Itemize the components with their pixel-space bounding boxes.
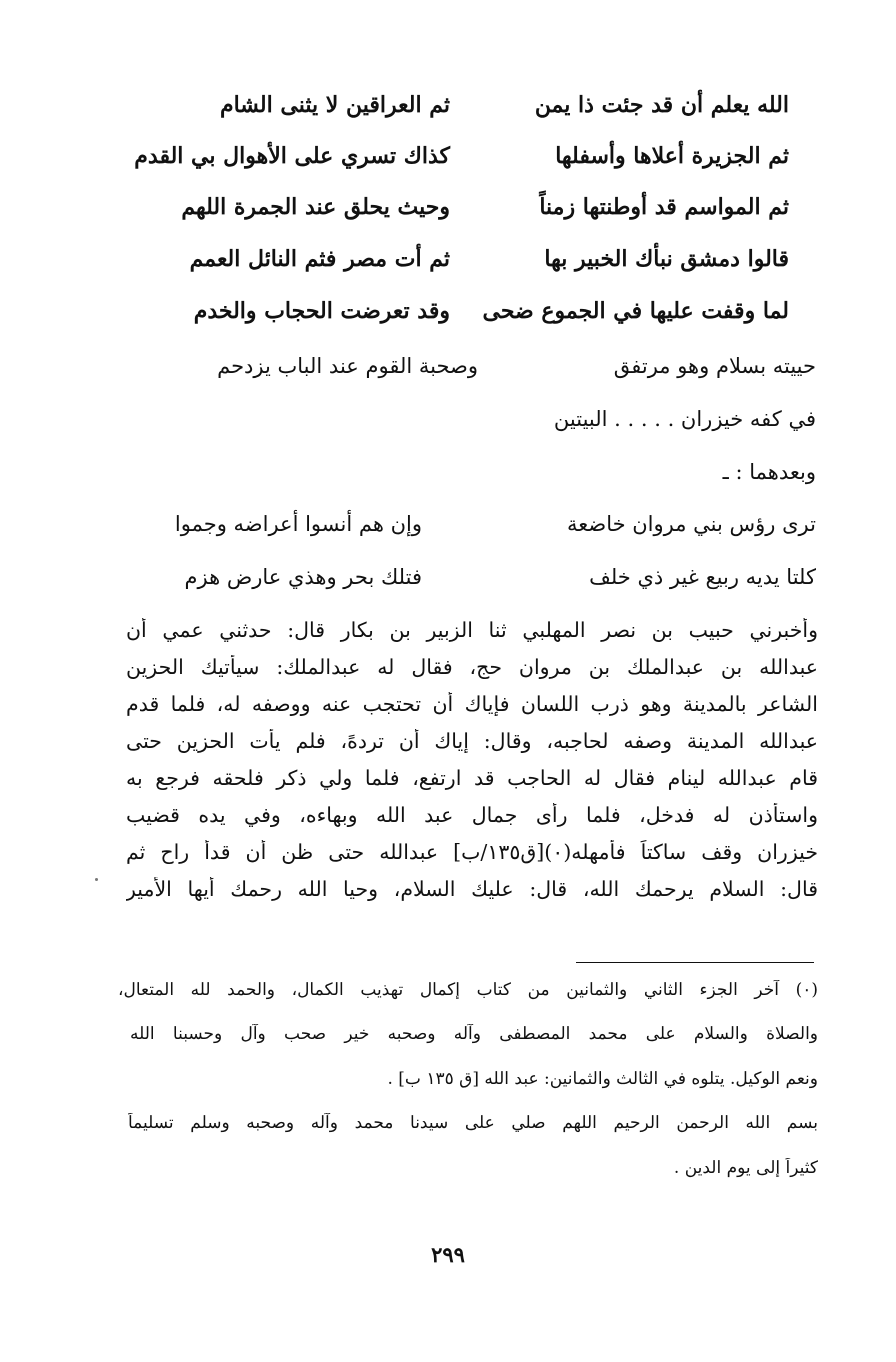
verse-first-hemistich: حييته بسلام وهو مرتفق [613,354,816,378]
verse-row [0,354,896,394]
scan-speck [95,878,98,881]
verse-first-hemistich: قالوا دمشق نبأك الخبير بها [544,246,789,272]
verse-first-hemistich: كلتا يديه ربيع غير ذي خلف [589,565,816,589]
verse-row [0,246,896,286]
verse-row [0,92,896,132]
text-line [0,460,896,500]
footnote-rule [576,962,814,963]
prose-line: قام عبدالله لينام فقال له الحاجب قد ارتفع، فلما ولي ذكر فلحقه فرجع به [126,766,818,790]
prose-line: وأخبرني حبيب بن نصر المهلبي ثنا الزبير بن بكار قال: حدثني عمي أن [126,618,818,642]
verse-second-hemistich: ثم العراقين لا يثنى الشام [219,92,450,118]
khayzuran-line: في كفه خيزران . . . . . البيتين [553,407,816,431]
verse-second-hemistich: كذاك تسري على الأهوال بي القدم [134,143,450,169]
verse-first-hemistich: ترى رؤس بني مروان خاضعة [566,512,816,536]
footnote-line: ونعم الوكيل. يتلوه في الثالث والثمانين: عبد الله [ق ١٣٥ ب] . [387,1069,818,1089]
footnote-line: والصلاة والسلام على محمد المصطفى وآله وصحبه خير صحب وآل وحسبنا الله [130,1024,818,1044]
prose-line: الشاعر بالمدينة وهو ذرب اللسان فإياك أن تحتجب عنه ووصفه له، فلما قدم [126,692,818,716]
verse-second-hemistich: وقد تعرضت الحجاب والخدم [193,298,450,324]
prose-line: عبدالله بن عبدالملك بن مروان حج، فقال له عبدالملك: سيأتيك الحزين [126,655,818,679]
verse-first-hemistich: ثم المواسم قد أوطنتها زمناً [539,194,789,220]
verse-second-hemistich: وصحبة القوم عند الباب يزدحم [217,354,478,378]
footnote-line: (٠) آخر الجزء الثاني والثمانين من كتاب إكمال تهذيب الكمال، والحمد لله المتعال، [118,980,818,1000]
verse-row [0,143,896,183]
footnote-line: كثيراً إلى يوم الدين . [673,1158,818,1178]
prose-line: واستأذن له فدخل، فلما رأى جمال عبد الله وبهاءه، وفي يده قضيب [126,803,818,827]
text-line [0,407,896,447]
verse-second-hemistich: فتلك بحر وهذي عارض هزم [184,565,422,589]
verse-first-hemistich: الله يعلم أن قد جئت ذا يمن [534,92,789,118]
verse-second-hemistich: وإن هم أنسوا أعراضه وجموا [174,512,422,536]
verse-row [0,194,896,234]
page-number: ٢٩٩ [431,1242,465,1267]
verse-second-hemistich: ثم أت مصر فثم النائل العمم [189,246,450,272]
verse-first-hemistich: لما وقفت عليها في الجموع ضحى [482,298,789,324]
after-them-line: وبعدهما : ـ [722,460,816,484]
verse-row [0,512,896,552]
prose-line: خيزران وقف ساكتاً فأمهله(٠)[ق١٣٥/ب] عبدالله حتى ظن أن قدأ راح ثم [126,840,818,864]
verse-second-hemistich: وحيث يحلق عند الجمرة اللهم [181,194,450,220]
verse-row [0,298,896,338]
prose-line: قال: السلام يرحمك الله، قال: عليك السلام، وحيا الله رحمك أيها الأمير [126,877,818,901]
verse-first-hemistich: ثم الجزيرة أعلاها وأسفلها [555,143,789,169]
verse-row [0,565,896,605]
footnote-line: بسم الله الرحمن الرحيم اللهم صلي على سيدنا محمد وآله وصحبه وسلم تسليماً [128,1113,818,1133]
prose-line: عبدالله المدينة وصفه لحاجبه، وقال: إياك أن تردهً، فلم يأت الحزين حتى [126,729,818,753]
